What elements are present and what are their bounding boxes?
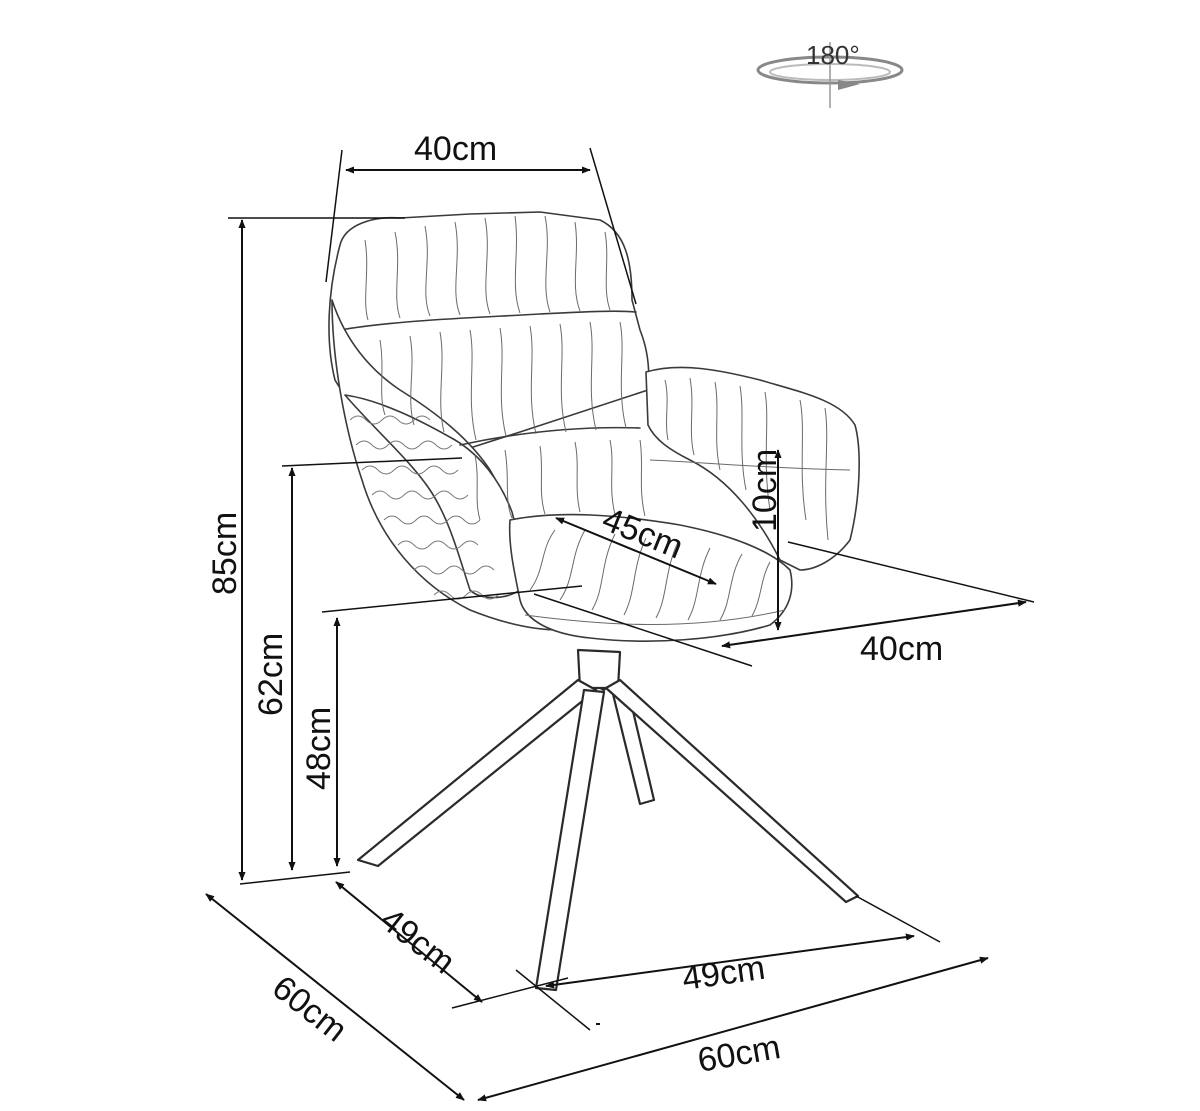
seat-height-label: 48cm bbox=[300, 706, 338, 790]
overall-width-label: 60cm bbox=[694, 1028, 784, 1080]
overall-depth-label: 60cm bbox=[265, 968, 354, 1050]
seat-diagonal-label: 45cm bbox=[597, 500, 689, 567]
backrest-width-label: 40cm bbox=[414, 130, 498, 168]
armrest-above-seat-label: 10cm bbox=[746, 448, 784, 532]
base-depth-label: 49cm bbox=[373, 900, 462, 982]
seat-depth-label: 40cm bbox=[860, 630, 944, 668]
base-width-label: 49cm bbox=[679, 948, 768, 998]
chair-illustration bbox=[329, 212, 859, 990]
rotation-label: 180° bbox=[806, 40, 860, 70]
total-height-label: 85cm bbox=[206, 511, 244, 595]
armrest-height-label: 62cm bbox=[252, 632, 290, 716]
